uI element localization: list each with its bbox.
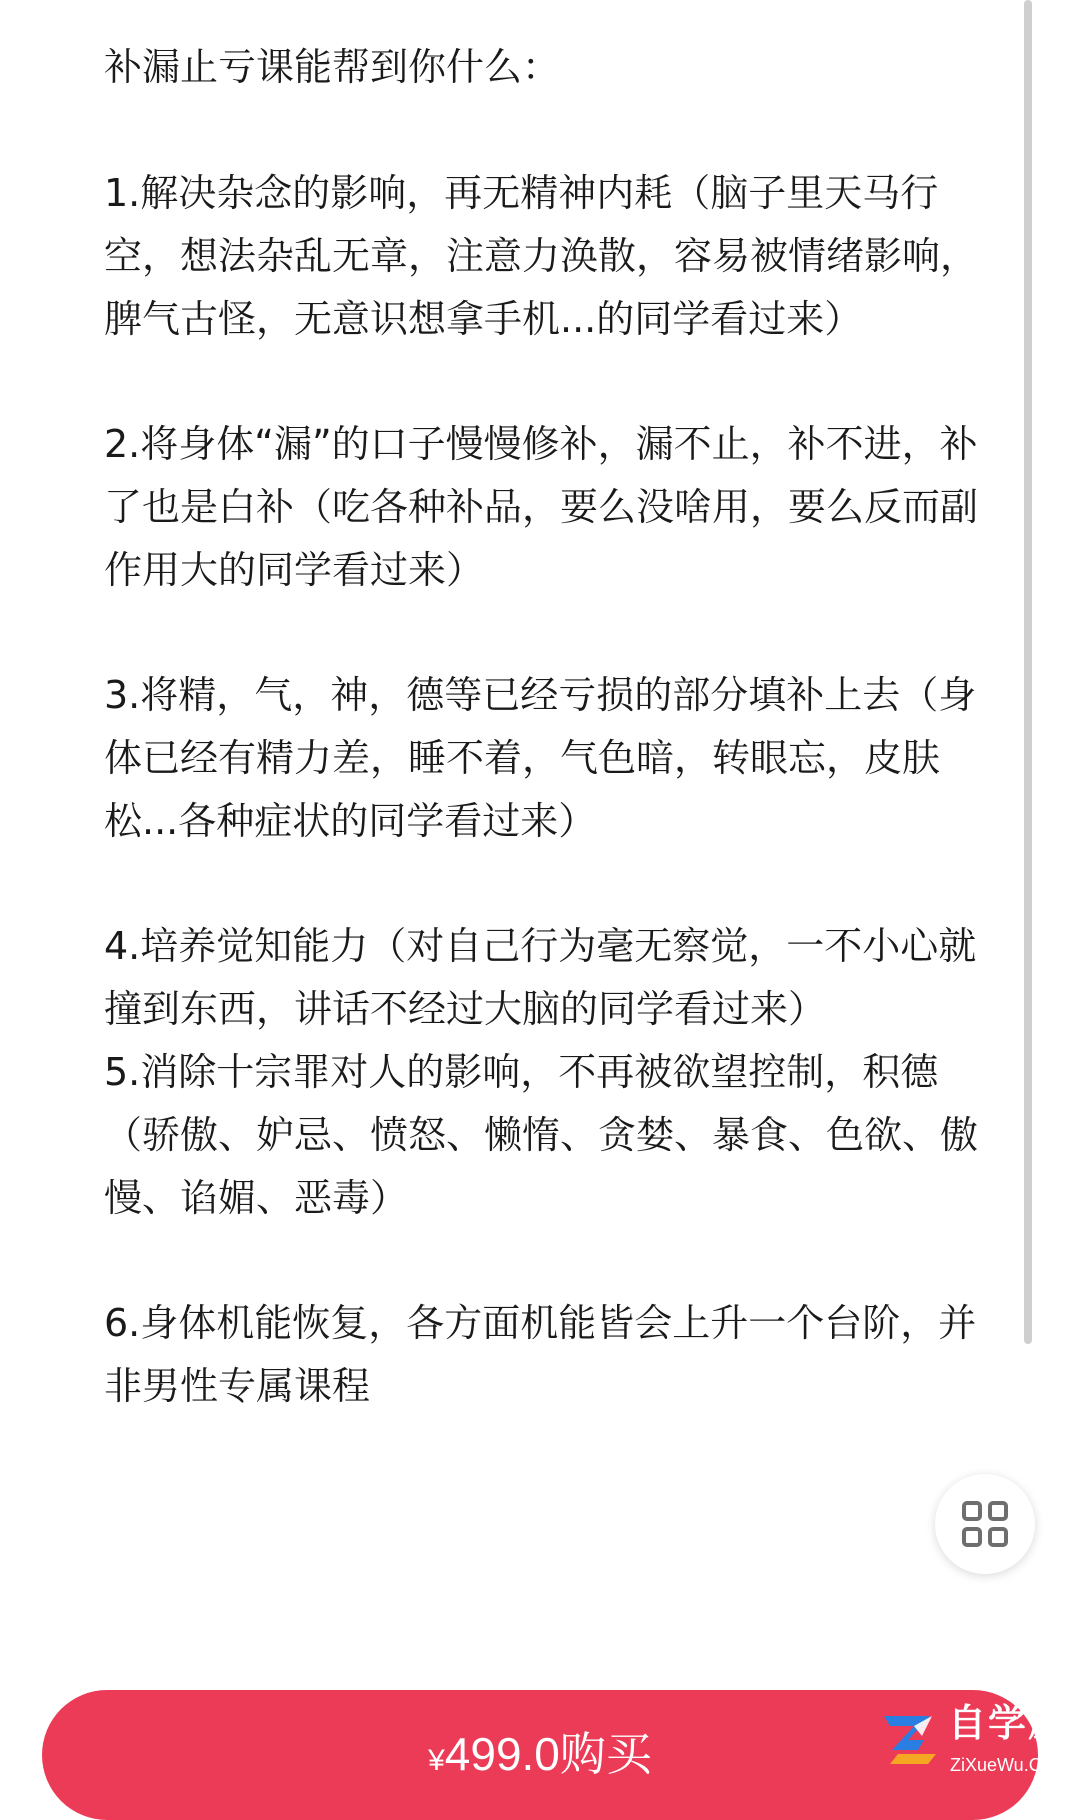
watermark-title: 自学屋 — [948, 1701, 1069, 1745]
benefit-item-2: 2.将身体“漏”的口子慢慢修补，漏不止，补不进，补了也是白补（吃各种补品，要么没啥用，要么反而副作用大的同学看过来） — [104, 422, 979, 592]
benefit-item-1: 1.解决杂念的影响，再无精神内耗（脑子里天马行空，想法杂乱无章，注意力涣散，容易被情绪影响，脾气古怪，无意识想拿手机...的同学看过来） — [104, 171, 979, 341]
watermark-subtitle: ZiXueWu.Cn — [950, 1755, 1052, 1775]
scrollbar[interactable] — [1024, 0, 1032, 1344]
watermark — [878, 1700, 1074, 1784]
grid-icon — [962, 1501, 1008, 1547]
benefit-item-6: 6.身体机能恢复，各方面机能皆会上升一个台阶，并非男性专属课程 — [104, 1301, 977, 1408]
buy-button-label — [428, 1726, 652, 1789]
zixuewu-logo-icon — [878, 1706, 942, 1770]
buy-label: 购买 — [559, 1728, 652, 1780]
currency-symbol: ¥ — [428, 1744, 445, 1777]
price-amount: 499.0 — [444, 1728, 560, 1780]
benefit-item-4: 4.培养觉知能力（对自己行为毫无察觉，一不小心就撞到东西，讲话不经过大脑的同学看过来） — [104, 924, 977, 1031]
benefit-item-3: 3.将精，气，神，德等已经亏损的部分填补上去（身体已经有精力差，睡不着，气色暗，转眼忘，皮肤松...各种症状的同学看过来） — [104, 673, 977, 843]
benefit-item-5: 5.消除十宗罪对人的影响，不再被欲望控制，积德（骄傲、妒忌、愤怒、懒惰、贪婪、暴食、色欲、傲慢、谄媚、恶毒） — [104, 1050, 979, 1220]
article-content — [104, 32, 980, 1480]
float-menu-button[interactable] — [935, 1474, 1035, 1574]
article-heading: 补漏止亏课能帮到你什么： — [104, 45, 561, 89]
